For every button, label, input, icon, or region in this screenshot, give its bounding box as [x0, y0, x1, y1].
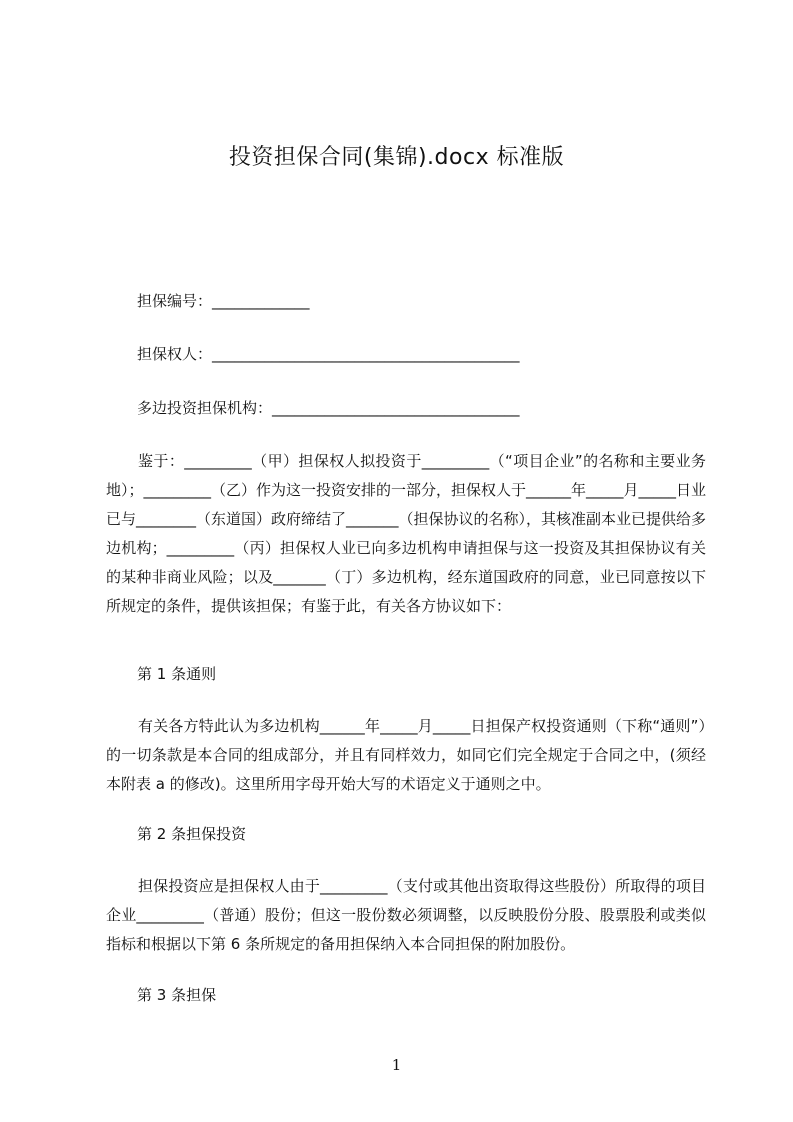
article-1-body: 有关各方特此认为多边机构______年_____月_____日担保产权投资通则（下称“通则”）的一切条款是本合同的组成部分，并且有同样效力，如同它们完全规定于合同之中，(须经本附表 a 的修改)。这里所用字母开始大写的术语定义于通则之中。 — [106, 717, 706, 793]
recitals-paragraph: 鉴于：_________（甲）担保权人拟投资于_________（“项目企业”的名称和主要业务地）；_________（乙）作为这一投资安排的一部分，担保权人于______年_____月_____日业已与________（东道国）政府缔结了_______（担保协议的名称），其核准副本业已提供给多边机构；_________（丙）担保权人业已向多边机构申请担保与这一投资及其担保协议有关的某种非商业风险；以及_______（丁）多边机构，经东道国政府的同意，业已同意按以下所规定的条件，提供该担保；有鉴于此，有关各方协议如下： — [106, 452, 707, 615]
guarantee-number-field: 担保编号：_____________ — [137, 292, 310, 310]
guarantee-holder-field: 担保权人：_________________________________________ — [137, 345, 520, 363]
article-1-heading: 第 1 条通则 — [137, 665, 217, 683]
article-2-heading: 第 2 条担保投资 — [137, 825, 247, 843]
agency-field: 多边投资担保机构：_________________________________ — [137, 399, 520, 417]
document-title: 投资担保合同(集锦).docx 标准版 — [228, 145, 565, 170]
article-3-heading: 第 3 条担保 — [137, 986, 217, 1004]
article-2-body: 担保投资应是担保权人由于_________（支付或其他出资取得这些股份）所取得的项目企业_________（普通）股份；但这一股份数必须调整，以反映股份分股、股票股利或类似指标和根据以下第 6 条所规定的备用担保纳入本合同担保的附加股份。 — [106, 877, 706, 953]
page-number: 1 — [391, 1056, 402, 1074]
